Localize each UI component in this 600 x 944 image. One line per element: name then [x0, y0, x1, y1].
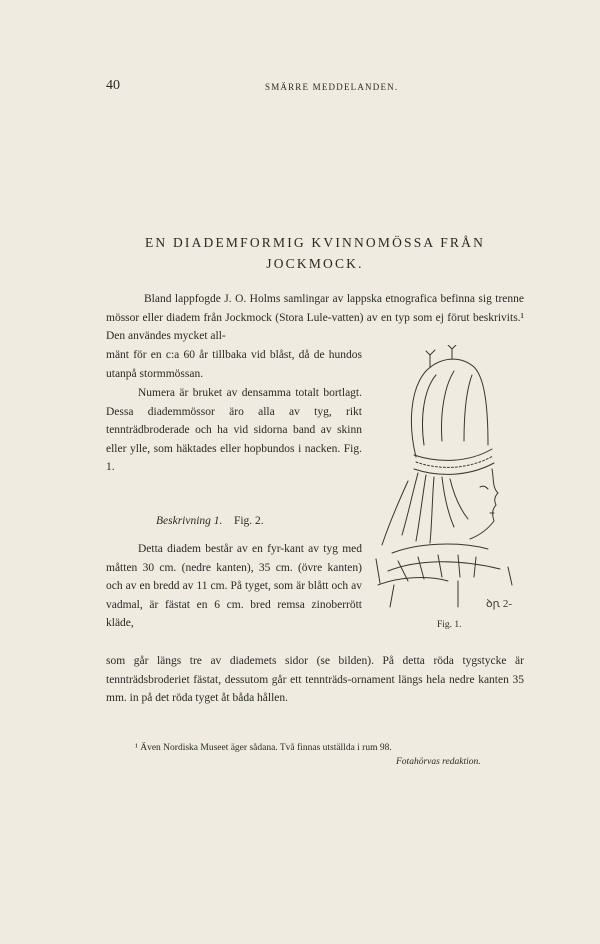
footnote: ¹ Även Nordiska Museet äger sådana. Två finnas utställda i rum 98.: [135, 743, 392, 753]
page-number: 40: [106, 78, 120, 93]
running-title: SMÄRRE MEDDELANDEN.: [265, 82, 399, 92]
subheading-italic: Beskrivning 1.: [156, 515, 223, 527]
subheading-fig-ref: Fig. 2.: [233, 515, 264, 527]
figure-caption: Fig. 1.: [437, 620, 462, 630]
paragraph-3-continued: som går längs tre av diademets sidor (se bilden). På detta röda tygstycke är tennträdsbroderiet fästat, dessutom går ett tennträds-ornament längs hela nedre kanten 35 mm. in på det röda tyget åt båda hållen.: [106, 655, 524, 705]
title-line-2: JOCKMOCK.: [266, 256, 364, 271]
title-line-1: EN DIADEMFORMIG KVINNOMÖSSA FRÅN: [144, 235, 486, 250]
artist-mark: ꝺꞃ 2-: [486, 598, 513, 610]
footnote-signature: Fotahörvas redaktion.: [396, 757, 481, 767]
paragraph-3: Detta diadem består av en fyr-kant av tyg med måtten 30 cm. (nedre kanten), 35 cm. (övre kanten) och av en bredd av 11 cm. På tyget, som är blått och av vadmal, är fästat en 6 cm. bred remsa zinoberrött kläde,: [106, 543, 362, 630]
paragraph-2: Numera är bruket av densamma totalt bortlagt. Dessa diademmössor äro alla av tyg, rikt tennträdbroderade och ha vid sidorna band av skinn eller ylle, som häktades eller hopbundos i nacken. Fig. 1.: [106, 387, 362, 474]
paragraph-1-continued: mänt för en c:a 60 år tillbaka vid blåst, då de hundos utanpå stormmössan.: [106, 349, 362, 380]
subheading: [156, 515, 264, 527]
article-title: [115, 232, 515, 274]
paragraph-1: Bland lappfogde J. O. Holms samlingar av lappska etnografica befinna sig trenne mössor eller diadem från Jockmock (Stora Lule-vatten) av en typ som ej förut beskrivits.¹ Den användes mycket all-: [106, 293, 524, 343]
figure-illustration-woman-diadem: [368, 345, 543, 615]
